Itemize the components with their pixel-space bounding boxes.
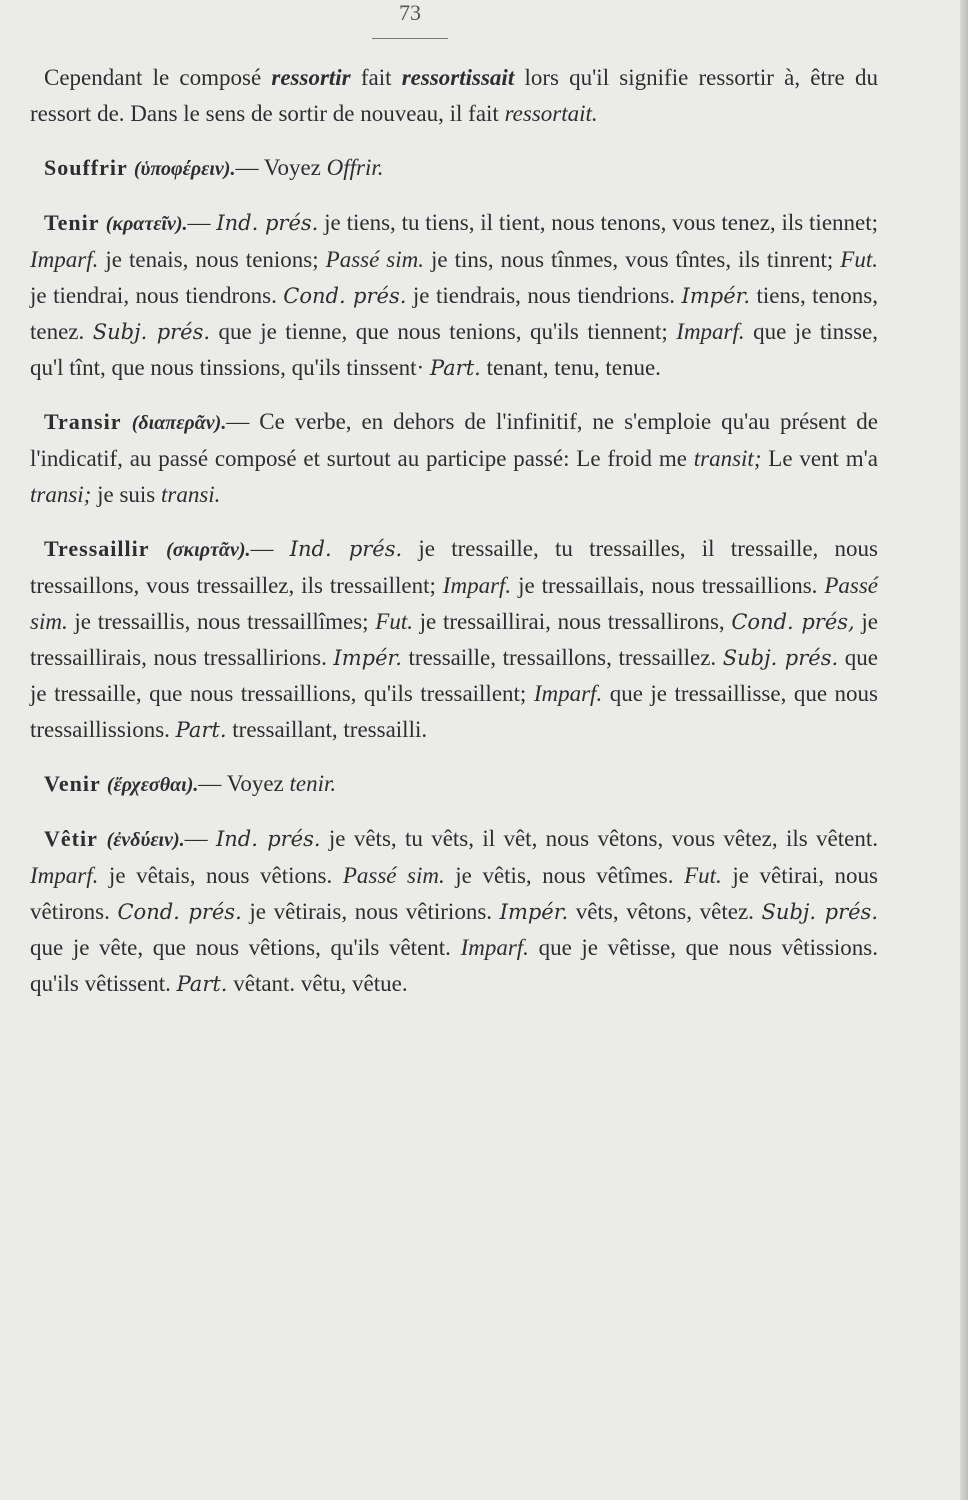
tense-abbreviation: Cond. prés.: [117, 900, 242, 924]
italic-text: Fut.: [684, 863, 722, 888]
body-text: fait: [350, 65, 402, 90]
tense-abbreviation: Cond. prés.: [283, 284, 407, 308]
emphasized-word: ressortissait: [401, 65, 515, 90]
italic-text: transi.: [160, 482, 221, 507]
entry-tressaillir: [30, 531, 878, 748]
body-text: vêts, vêtons, vêtez.: [568, 899, 762, 924]
entry-transir: [30, 404, 878, 513]
italic-text: tenir.: [289, 771, 337, 796]
entry-vetir: [30, 821, 878, 1002]
body-text: je vêtis, nous vêtîmes.: [444, 863, 685, 888]
tense-abbreviation: Impér.: [499, 900, 569, 924]
body-text: vêtant. vêtu, vêtue.: [227, 971, 408, 996]
headword: Transir: [44, 409, 132, 434]
entry-souffrir: [30, 150, 878, 187]
body-text: —: [250, 536, 290, 561]
ressortir-paragraph: [30, 60, 878, 132]
tense-abbreviation: Subj. prés.: [722, 646, 839, 670]
greek-translation: (ὑποφέρειν).: [133, 158, 236, 180]
tense-abbreviation: Subj. prés.: [761, 900, 879, 924]
body-text: Cependant le composé: [44, 65, 272, 90]
body-text: lors qu'il signifie ressortir à, être du ressort de. Dans le sens de sortir de nouveau, il fait: [30, 65, 878, 126]
italic-text: Passé sim.: [30, 573, 879, 634]
body-text: tressaille, tressaillons, tressaillez.: [401, 645, 723, 670]
greek-translation: (σκιρτᾶν).: [166, 539, 251, 561]
italic-text: transi;: [30, 482, 92, 507]
page-number: 73: [399, 0, 421, 25]
greek-translation: (ἔρχεσθαι).: [106, 774, 199, 796]
body-text: je vêtais, nous vêtions.: [98, 863, 343, 888]
italic-text: Offrir.: [326, 155, 384, 180]
body-text: —: [184, 826, 216, 851]
body-text: que je tressaille, que nous tressaillions, qu'ils tressaillent;: [30, 645, 878, 706]
body-text: je tressaillis, nous tressaillîmes;: [67, 609, 376, 634]
italic-text: Imparf.: [533, 681, 603, 706]
italic-text: ressortait.: [504, 101, 598, 126]
body-text: je tressaille, tu tressailles, il tressaille, nous tressaillons, vous tressaillez, ils tressaillent;: [30, 536, 878, 598]
headword: Vêtir: [44, 826, 107, 851]
body-text: que je tressaillisse, que nous tressaillissions.: [30, 681, 878, 742]
body-text: —: [187, 210, 217, 235]
italic-text: transit;: [693, 446, 762, 471]
tense-abbreviation: Part.: [175, 718, 227, 742]
body-text: je vêts, tu vêts, il vêt, nous vêtons, vous vêtez, ils vêtent.: [320, 826, 878, 851]
body-text: je vêtirai, nous vêtirons.: [30, 863, 878, 924]
body-text: Le vent m'a: [761, 446, 878, 471]
body-text: je tins, nous tînmes, vous tîntes, ils tinrent;: [424, 247, 841, 272]
headword: Souffrir: [44, 155, 134, 180]
headword: Venir: [44, 771, 107, 796]
body-text: — Voyez: [235, 155, 327, 180]
body-text: je tiendrais, nous tiendrions.: [406, 283, 682, 308]
tense-abbreviation: Impér.: [681, 284, 751, 308]
italic-text: Imparf.: [30, 247, 99, 272]
headword: Tenir: [44, 210, 106, 235]
body-text: je tressaillirais, nous tressallirions.: [30, 609, 879, 670]
tense-abbreviation: Subj. prés.: [92, 320, 211, 344]
body-text: je tiens, tu tiens, il tient, nous tenons, vous tenez, ils tiennet;: [318, 210, 879, 235]
italic-text: Passé sim.: [325, 247, 424, 272]
body-text: que je vêtisse, que nous vêtissions. qu'ils vêtissent.: [30, 935, 878, 996]
body-text: que je vête, que nous vêtions, qu'ils vêtent.: [30, 935, 461, 960]
tense-abbreviation: Impér.: [333, 646, 402, 670]
body-text: je tenais, nous tenions;: [98, 247, 326, 272]
italic-text: Imparf.: [460, 935, 529, 960]
italic-text: Imparf.: [676, 319, 745, 344]
body-text: que je tienne, que nous tenions, qu'ils tiennent;: [210, 319, 677, 344]
italic-text: Fut.: [375, 609, 413, 634]
body-text: — Voyez: [198, 771, 290, 796]
header-rule: [372, 38, 448, 39]
body-text: que je tinsse, qu'l tînt, que nous tinssions, qu'ils tinssent·: [30, 319, 879, 380]
tense-abbreviation: Part.: [176, 972, 228, 996]
body-text: je vêtirais, nous vêtirions.: [241, 899, 500, 924]
page-edge: [960, 0, 968, 1500]
italic-text: Imparf.: [442, 573, 512, 598]
tense-abbreviation: Ind. prés.: [289, 537, 403, 561]
tense-abbreviation: Ind. prés.: [216, 211, 319, 235]
tense-abbreviation: Cond. prés,: [731, 610, 855, 634]
page-text: [30, 60, 878, 1002]
body-text: tenant, tenu, tenue.: [480, 355, 661, 380]
greek-translation: (ἐνδύειν).: [106, 829, 185, 851]
greek-translation: (διαπερᾶν).: [131, 412, 227, 434]
italic-text: Fut.: [840, 247, 878, 272]
italic-text: Imparf.: [30, 863, 99, 888]
body-text: je tressaillais, nous tressaillions.: [511, 573, 825, 598]
emphasized-word: ressortir: [271, 65, 351, 90]
tense-abbreviation: Ind. prés.: [215, 827, 321, 851]
body-text: je suis: [91, 482, 161, 507]
italic-text: Passé sim.: [342, 863, 445, 888]
body-text: — Ce verbe, en dehors de l'infinitif, ne s'emploie qu'au présent de l'indicatif, au passé composé et surtout au participe passé: Le froid me: [30, 409, 878, 471]
body-text: tiens, tenons, tenez.: [30, 283, 878, 344]
body-text: je tressaillirai, nous tressallirons,: [412, 609, 732, 634]
body-text: je tiendrai, nous tiendrons.: [30, 283, 284, 308]
entry-venir: [30, 766, 878, 803]
body-text: tressaillant, tressailli.: [226, 717, 428, 742]
headword: Tressaillir: [44, 536, 167, 561]
entry-tenir: [30, 205, 878, 386]
greek-translation: (κρατεῖν).: [105, 213, 188, 235]
tense-abbreviation: Part.: [429, 356, 481, 380]
